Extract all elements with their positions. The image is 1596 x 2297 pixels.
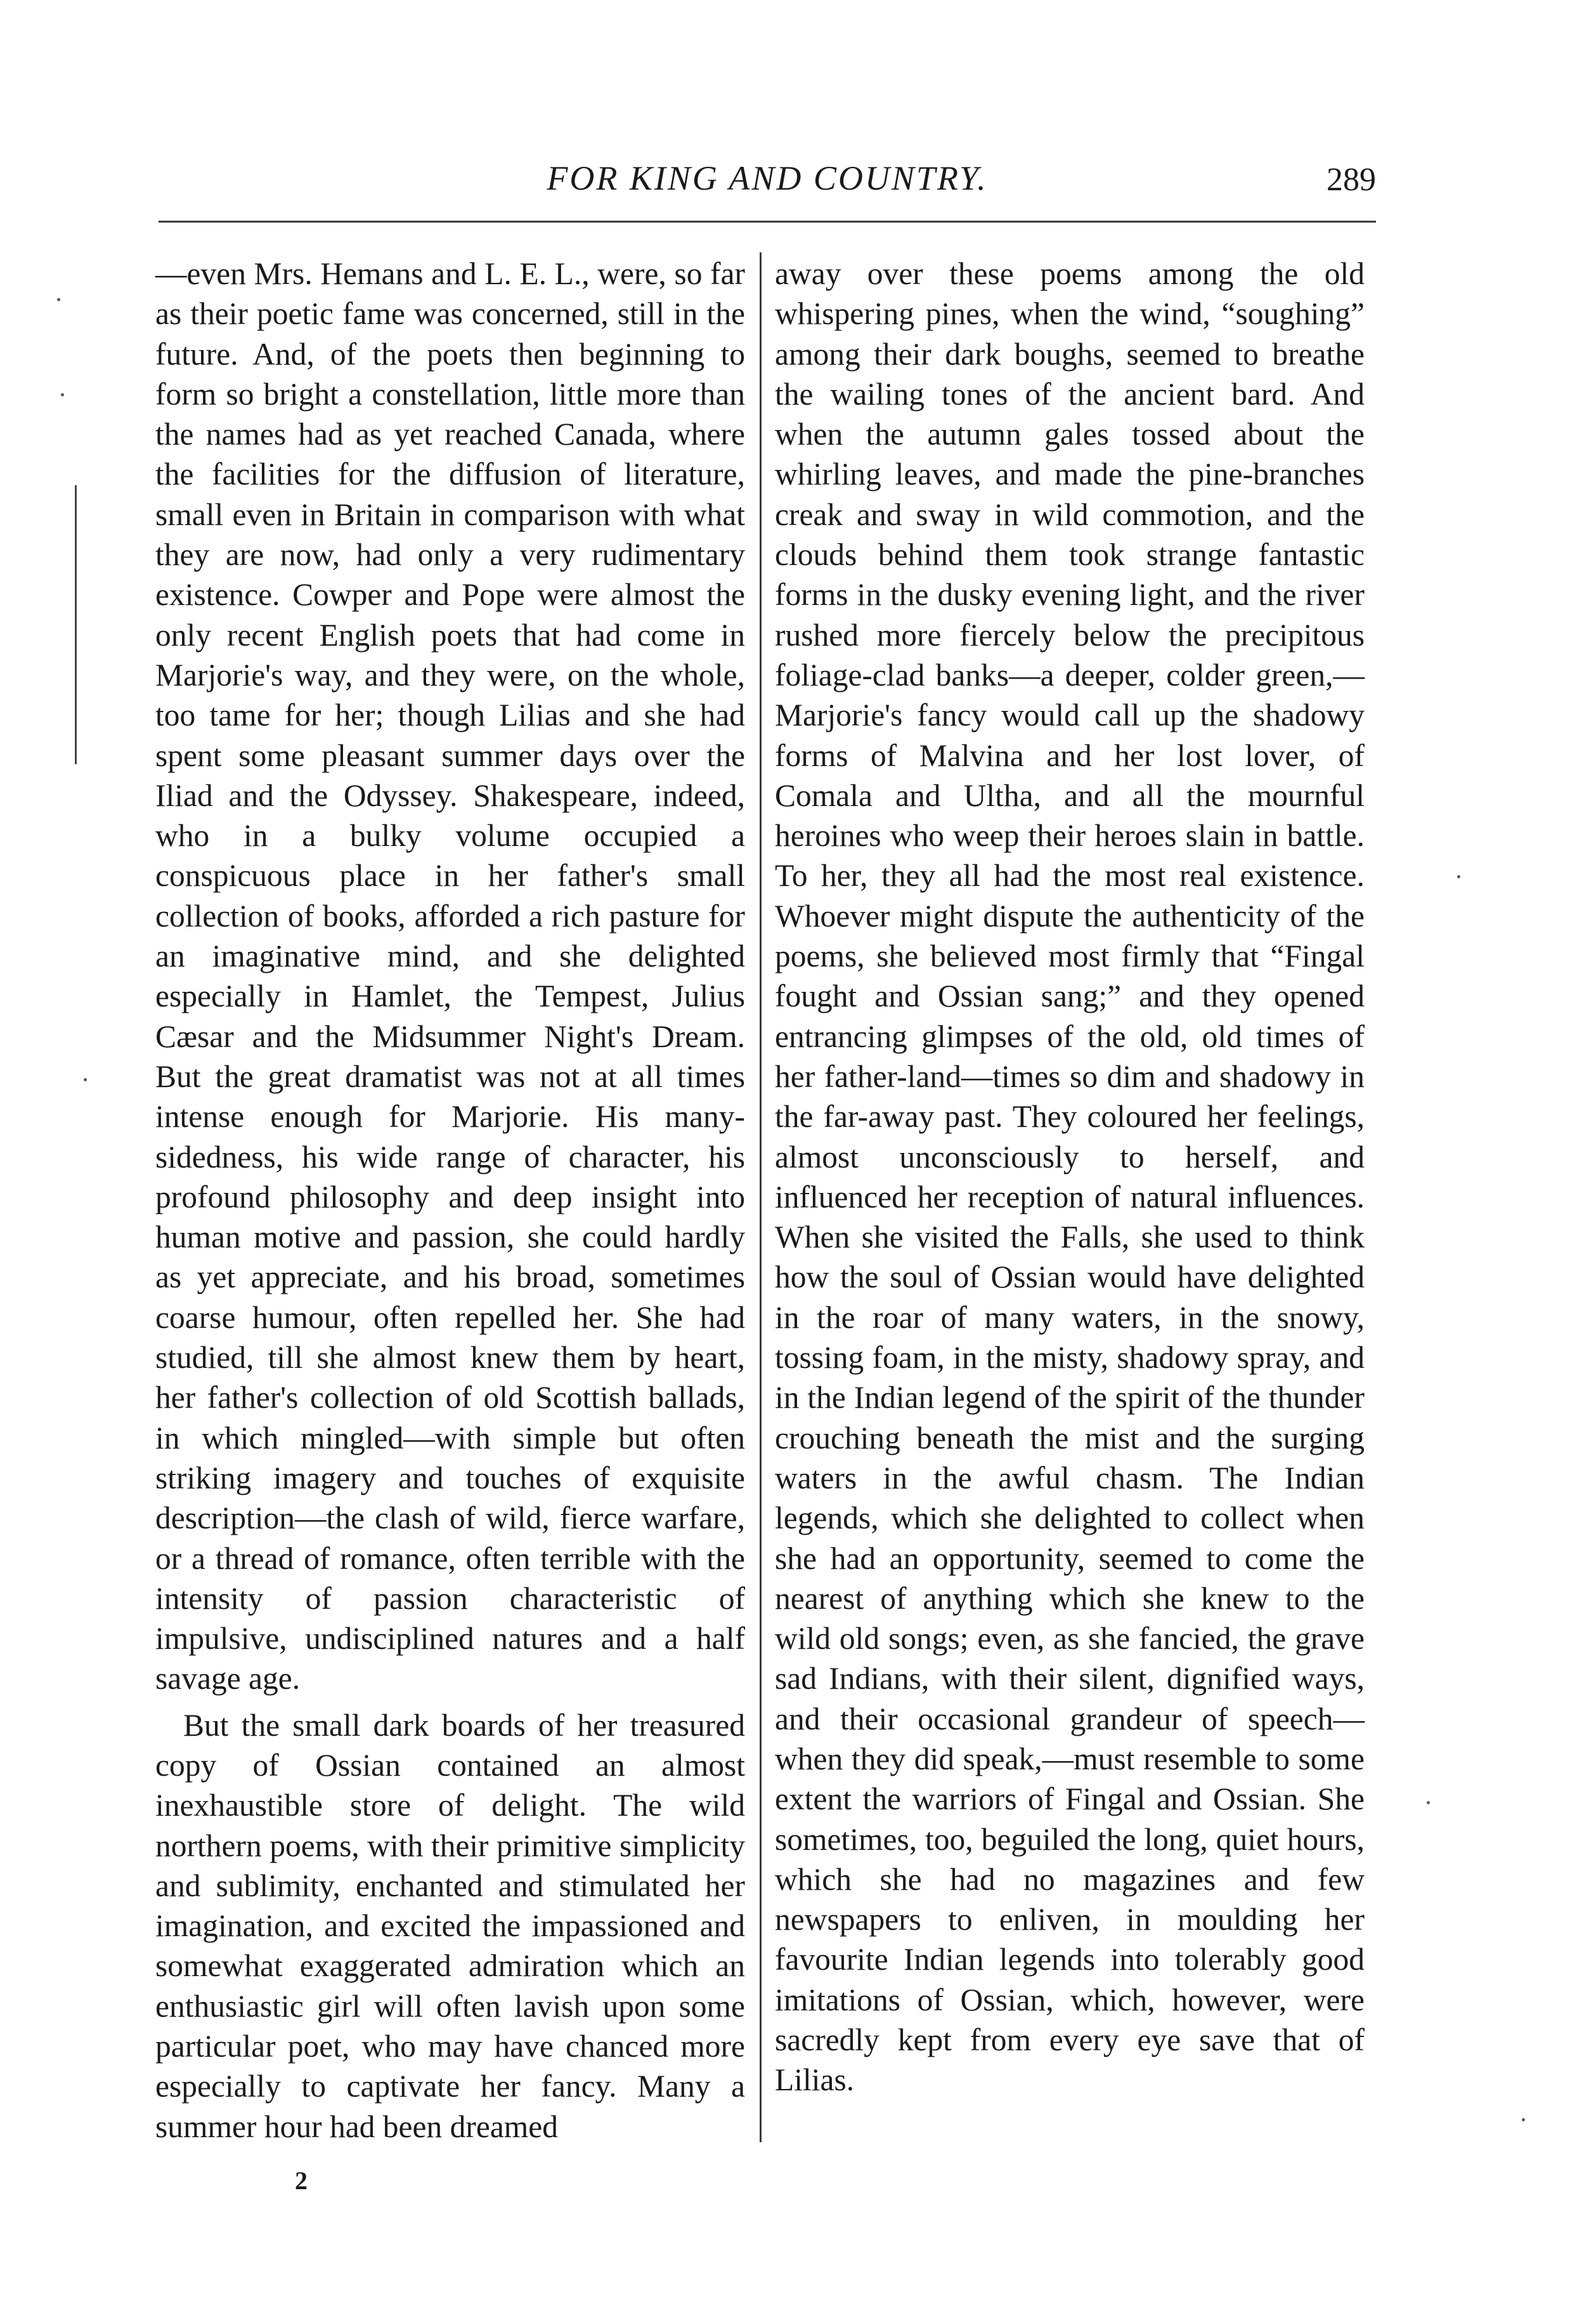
- margin-mark: [75, 485, 77, 764]
- page-header: [159, 159, 1376, 203]
- header-rule: [159, 221, 1376, 223]
- left-paragraph-2: But the small dark boards of her treasured copy of Ossian contained an almost inexhaustible store of delight. The wild northern poems, with their primitive simplicity and sublimity, enchanted and stimulated her imagination, and excited the impassioned and somewhat exaggerated admiration which an enthusiastic girl will often lavish upon some particular poet, who may have chanced more especially to captivate her fancy. Many a summer hour had been dreamed: [155, 1707, 745, 2144]
- column-divider: [760, 252, 762, 2142]
- margin-speck: [1427, 1801, 1430, 1804]
- signature-mark: 2: [295, 2166, 308, 2195]
- running-title: FOR KING AND COUNTRY.: [547, 159, 988, 197]
- right-column: [775, 254, 1365, 2100]
- margin-speck: [84, 1078, 87, 1081]
- left-column: [155, 254, 745, 2147]
- right-paragraph-1: away over these poems among the old whispering pines, when the wind, “soughing” among their dark boughs, seemed to breathe the wailing tones of the ancient bard. And when the autumn gales tossed about the whirling leaves, and made the pine-branches creak and sway in wild commotion, and the clouds behind them took strange fantastic forms in the dusky evening light, and the river rushed more fiercely below the precipitous foliage-clad banks—a deeper, colder green,—Marjorie's fancy would call up the shadowy forms of Malvina and her lost lover, of Comala and Ultha, and all the mournful heroines who weep their heroes slain in battle. To her, they all had the most real existence. Whoever might dispute the authenticity of the poems, she believed most firmly that “Fingal fought and Ossian sang;” and they opened entrancing glimpses of the old, old times of her father-land—times so dim and shadowy in the far-away past. They coloured her feelings, almost unconsciously to herself, and influenced her reception of natural influences. When she visited the Falls, she used to think how the soul of Ossian would have delighted in the roar of many waters, in the snowy, tossing foam, in the misty, shadowy spray, and in the Indian legend of the spirit of the thunder crouching beneath the mist and the surging waters in the awful chasm. The Indian legends, which she delighted to collect when she had an opportunity, seemed to come the nearest of anything which she knew to the wild old songs; even, as she fancied, the grave sad Indians, with their silent, dignified ways, and their occasional grandeur of speech—when they did speak,—must resemble to some extent the warriors of Fingal and Ossian. She sometimes, too, beguiled the long, quiet hours, which she had no magazines and few newspapers to enliven, in moulding her favourite Indian legends into tolerably good imitations of Ossian, which, however, were sacredly kept from every eye save that of Lilias.: [775, 256, 1365, 2098]
- margin-speck: [1457, 875, 1460, 878]
- margin-speck: [1522, 2118, 1525, 2121]
- margin-speck: [61, 393, 64, 396]
- left-paragraph-1: —even Mrs. Hemans and L. E. L., were, so far as their poetic fame was concerned, still in the future. And, of the poets then beginning to form so bright a constellation, little more than the names had as yet reached Canada, where the facilities for the diffusion of literature, small even in Britain in comparison with what they are now, had only a very rudimentary existence. Cowper and Pope were almost the only recent English poets that had come in Marjorie's way, and they were, on the whole, too tame for her; though Lilias and she had spent some pleasant summer days over the Iliad and the Odyssey. Shakespeare, indeed, who in a bulky volume occupied a conspicuous place in her father's small collection of books, afforded a rich pasture for an imaginative mind, and she delighted especially in Hamlet, the Tempest, Julius Cæsar and the Midsummer Night's Dream. But the great dramatist was not at all times intense enough for Marjorie. His many-sidedness, his wide range of character, his profound philosophy and deep insight into human motive and passion, she could hardly as yet appreciate, and his broad, sometimes coarse humour, often repelled her. She had studied, till she almost knew them by heart, her father's collection of old Scottish ballads, in which mingled—with simple but often striking imagery and touches of exquisite description—the clash of wild, fierce warfare, or a thread of romance, often terrible with the intensity of passion characteristic of impulsive, undisciplined natures and a half savage age.: [155, 256, 745, 1696]
- margin-speck: [57, 298, 60, 301]
- page-number: 289: [1327, 162, 1376, 198]
